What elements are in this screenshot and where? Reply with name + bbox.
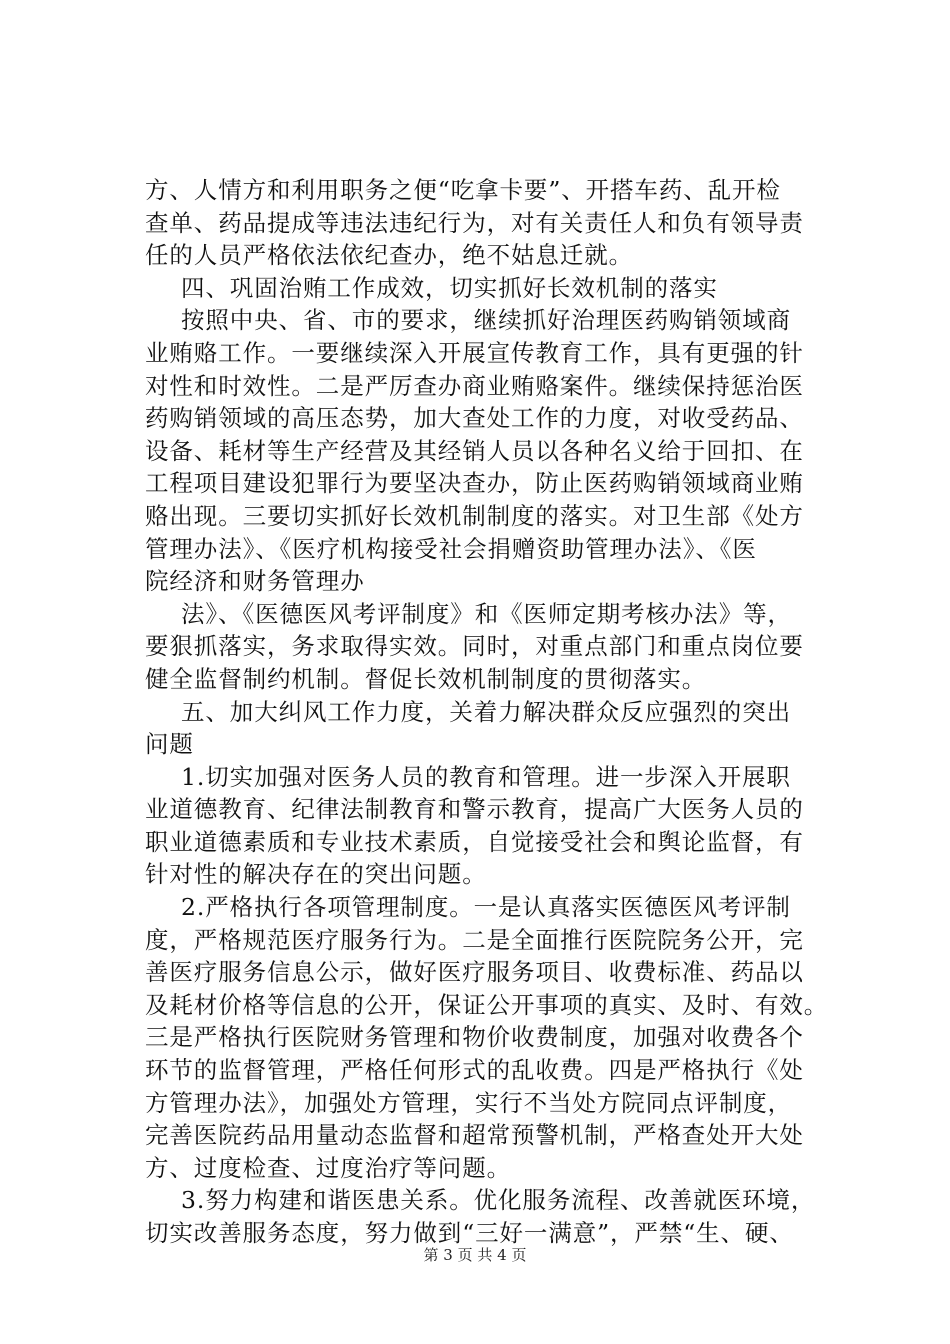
text-line: 职业道德素质和专业技术素质，自觉接受社会和舆论监督，有	[145, 827, 804, 856]
text-line: 针对性的解决存在的突出问题。	[145, 860, 487, 889]
page-footer: 第 3 页 共 4 页	[423, 1246, 527, 1264]
text-line: 环节的监督管理，严格任何形式的乱收费。四是严格执行《处	[145, 1056, 804, 1085]
text-line: 善医疗服务信息公示，做好医疗服务项目、收费标准、药品以	[145, 958, 804, 987]
text-line: 及耗材价格等信息的公开，保证公开事项的真实、及时、有效。	[145, 990, 829, 1019]
text-line: 按照中央、省、市的要求，继续抓好治理医药购销领域商	[181, 306, 791, 335]
text-line: 赂出现。三要切实抓好长效机制制度的落实。对卫生部《处方	[145, 501, 804, 530]
text-line: 设备、耗材等生产经营及其经销人员以各种名义给于回扣、在	[145, 436, 804, 465]
text-line: 工程项目建设犯罪行为要坚决查办，防止医药购销领域商业贿	[145, 469, 804, 498]
text-line: 2.严格执行各项管理制度。一是认真落实医德医风考评制	[181, 893, 791, 922]
text-line: 法》、《医德医风考评制度》和《医师定期考核办法》等，	[181, 599, 792, 628]
text-line: 方、过度检查、过度治疗等问题。	[145, 1153, 511, 1182]
text-line: 完善医院药品用量动态监督和超常预警机制，严格查处开大处	[145, 1121, 804, 1150]
text-line: 1.切实加强对医务人员的教育和管理。进一步深入开展职	[181, 762, 791, 791]
text-line: 对性和时效性。二是严厉查办商业贿赂案件。继续保持惩治医	[145, 371, 804, 400]
text-line: 查单、药品提成等违法违纪行为，对有关责任人和负有领导责	[145, 208, 804, 237]
text-line: 业道德教育、纪律法制教育和警示教育，提高广大医务人员的	[145, 795, 804, 824]
text-line: 三是严格执行医院财务管理和物价收费制度，加强对收费各个	[145, 1023, 804, 1052]
text-line: 问题	[145, 730, 194, 759]
text-line: 要狠抓落实，务求取得实效。同时，对重点部门和重点岗位要	[145, 632, 804, 661]
text-line: 3.努力构建和谐医患关系。优化服务流程、改善就医环境，	[181, 1186, 816, 1215]
text-line: 方、人情方和利用职务之便“吃拿卡要”、开搭车药、乱开检	[145, 176, 781, 204]
text-line: 药购销领域的高压态势，加大查处工作的力度，对收受药品、	[145, 404, 804, 433]
text-line: 院经济和财务管理办	[145, 567, 365, 596]
text-line: 业贿赂工作。一要继续深入开展宣传教育工作，具有更强的针	[145, 338, 804, 367]
text-line: 五、加大纠风工作力度，关着力解决群众反应强烈的突出	[181, 697, 791, 726]
text-line: 度，严格规范医疗服务行为。二是全面推行医院院务公开，完	[145, 925, 804, 954]
text-line: 方管理办法》，加强处方管理，实行不当处方院同点评制度，	[145, 1088, 793, 1117]
text-line: 管理办法》、《医疗机构接受社会捐赠资助管理办法》、《医	[145, 534, 757, 563]
text-line: 切实改善服务态度，努力做到“三好一满意”，严禁“生、硬、	[145, 1219, 794, 1247]
text-line: 任的人员严格依法依纪查办，绝不姑息迁就。	[145, 241, 633, 270]
text-line: 健全监督制约机制。督促长效机制制度的贯彻落实。	[145, 664, 707, 693]
text-line: 四、巩固治贿工作成效，切实抓好长效机制的落实	[181, 273, 718, 302]
document-body	[145, 174, 835, 1250]
